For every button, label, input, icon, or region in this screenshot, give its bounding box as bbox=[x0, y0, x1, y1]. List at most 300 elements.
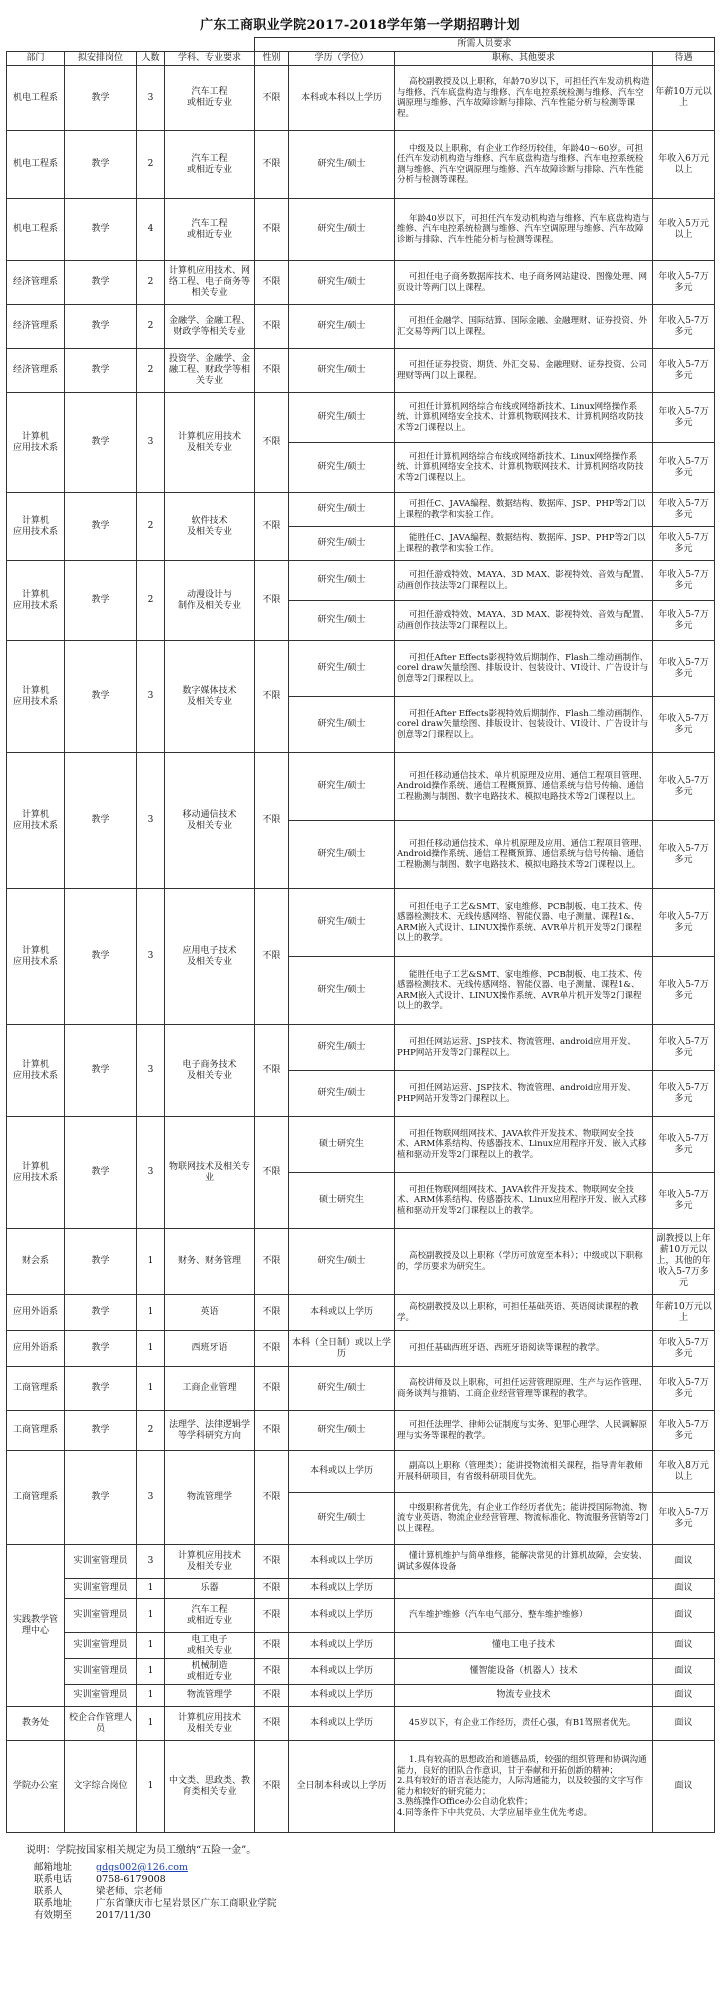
major-cell: 乐器 bbox=[165, 1579, 255, 1599]
pay-cell: 面议 bbox=[653, 1633, 715, 1659]
education-cell: 本科（全日制）或以上学历 bbox=[289, 1331, 395, 1367]
requirements-cell: 可担任电子工艺&SMT、家电维修、PCB制板、电工技术、传感器检测技术、无线传感网络、智能仪器、电子测量、课程1&、ARM嵌入式设计、LINUX操作系统、AVR单片机开发等2门课程以上的教学。 bbox=[395, 889, 653, 957]
pay-cell: 年收入5-7万多元 bbox=[653, 1173, 715, 1229]
requirements-cell: 1.具有较高的思想政治和道德品质，较强的组织管理和协调沟通能力，良好的团队合作意识，甘于奉献和开拓创新的精神； 2.具有较好的语言表达能力，人际沟通能力，以及较强的文字写作能力和较好的研究能力； 3.熟练操作Office办公自动化软件； 4.同等条件下中共党员、大学应届毕业生优先考虑。 bbox=[395, 1741, 653, 1833]
count-cell: 2 bbox=[137, 1411, 165, 1451]
education-cell: 研究生/硕士 bbox=[289, 889, 395, 957]
requirements-cell: 可担任游戏特效、MAYA、3D MAX、影视特效、音效与配置、动画创作技法等2门课程以上。 bbox=[395, 561, 653, 601]
column-header: 学科、专业要求 bbox=[165, 52, 255, 66]
major-cell: 英语 bbox=[165, 1295, 255, 1331]
count-cell: 1 bbox=[137, 1707, 165, 1741]
education-cell: 研究生/硕士 bbox=[289, 957, 395, 1025]
count-cell: 1 bbox=[137, 1331, 165, 1367]
education-cell: 研究生/硕士 bbox=[289, 1229, 395, 1295]
education-cell: 研究生/硕士 bbox=[289, 443, 395, 493]
gender-cell: 不限 bbox=[255, 1451, 289, 1545]
phone-value: 0758-6179008 bbox=[96, 1874, 166, 1885]
requirements-cell: 可担任C、JAVA编程、数据结构、数据库、JSP、PHP等2门以上课程的教学和实验工作。 bbox=[395, 493, 653, 527]
requirements-header: 所需人员要求 bbox=[255, 38, 715, 52]
education-cell: 研究生/硕士 bbox=[289, 305, 395, 349]
pay-cell: 年收入5-7万多元 bbox=[653, 443, 715, 493]
table-row bbox=[7, 493, 715, 527]
gender-cell: 不限 bbox=[255, 349, 289, 393]
education-cell: 研究生/硕士 bbox=[289, 1411, 395, 1451]
gender-cell: 不限 bbox=[255, 1025, 289, 1117]
education-cell: 研究生/硕士 bbox=[289, 601, 395, 641]
post-cell: 教学 bbox=[65, 1411, 137, 1451]
education-cell: 本科或以上学历 bbox=[289, 1707, 395, 1741]
post-cell: 教学 bbox=[65, 641, 137, 753]
pay-cell: 面议 bbox=[653, 1741, 715, 1833]
education-cell: 研究生/硕士 bbox=[289, 697, 395, 753]
requirements-cell: 懂电工电子技术 bbox=[395, 1633, 653, 1659]
department-cell: 计算机 应用技术系 bbox=[7, 1117, 65, 1229]
pay-cell: 年收入5-7万多元 bbox=[653, 305, 715, 349]
pay-cell: 年收入5-7万多元 bbox=[653, 697, 715, 753]
post-cell: 实训室管理员 bbox=[65, 1599, 137, 1633]
requirements-cell bbox=[395, 1579, 653, 1599]
column-header: 部门 bbox=[7, 52, 65, 66]
count-cell: 3 bbox=[137, 1025, 165, 1117]
requirements-cell: 可担任移动通信技术、单片机原理及应用、通信工程项目管理、Android操作系统、通信工程概预算、通信系统与信号传输、通信工程勘测与制图、数字电路技术、模拟电路技术等2门课程以上。 bbox=[395, 821, 653, 889]
person-label: 联系人 bbox=[34, 1886, 63, 1897]
gender-cell: 不限 bbox=[255, 305, 289, 349]
pay-cell: 年收入5-7万多元 bbox=[653, 821, 715, 889]
requirements-cell: 可担任金融学、国际结算、国际金融、金融理财、证券投资、外汇交易等两门以上课程。 bbox=[395, 305, 653, 349]
pay-cell: 年收入5-7万多元 bbox=[653, 393, 715, 443]
gender-cell: 不限 bbox=[255, 493, 289, 561]
requirements-cell: 能胜任电子工艺&SMT、家电维修、PCB制板、电工技术、传感器检测技术、无线传感网络、智能仪器、电子测量、课程1&、ARM嵌入式设计、LINUX操作系统、AVR单片机开发等2门课程以上的教学。 bbox=[395, 957, 653, 1025]
note: 说明：学院按国家相关规定为员工缴纳“五险一金”。 bbox=[26, 1845, 257, 1856]
count-cell: 1 bbox=[137, 1633, 165, 1659]
pay-cell: 年收入6万元以上 bbox=[653, 131, 715, 199]
count-cell: 3 bbox=[137, 393, 165, 493]
table-row bbox=[7, 1295, 715, 1331]
education-cell: 本科或以上学历 bbox=[289, 1579, 395, 1599]
education-cell: 研究生/硕士 bbox=[289, 199, 395, 261]
post-cell: 教学 bbox=[65, 1367, 137, 1411]
major-cell: 计算机应用技术 及相关专业 bbox=[165, 1707, 255, 1741]
requirements-cell: 高校讲师及以上职称，可担任运营管理原理、生产与运作管理、商务谈判与推销、工商企业经营管理等课程的教学。 bbox=[395, 1367, 653, 1411]
gender-cell: 不限 bbox=[255, 1117, 289, 1229]
education-cell: 研究生/硕士 bbox=[289, 641, 395, 697]
count-cell: 3 bbox=[137, 753, 165, 889]
pay-cell: 年收入8万元以上 bbox=[653, 1451, 715, 1493]
post-cell: 教学 bbox=[65, 199, 137, 261]
column-header: 性别 bbox=[255, 52, 289, 66]
person-value: 梁老师、宗老师 bbox=[96, 1886, 163, 1897]
pay-cell: 年收入5-7万多元 bbox=[653, 261, 715, 305]
major-cell: 数字媒体技术 及相关专业 bbox=[165, 641, 255, 753]
requirements-cell: 可担任物联网组网技术、JAVA软件开发技术、物联网安全技术、ARM体系结构、传感器技术、Linux应用程序开发、嵌入式移植和驱动开发等2门课程以上的教学。 bbox=[395, 1117, 653, 1173]
major-cell: 应用电子技术 及相关专业 bbox=[165, 889, 255, 1025]
education-cell: 研究生/硕士 bbox=[289, 393, 395, 443]
column-header: 人数 bbox=[137, 52, 165, 66]
pay-cell: 年薪10万元以上 bbox=[653, 1295, 715, 1331]
requirements-cell: 年龄40岁以下，可担任汽车发动机构造与维修、汽车底盘构造与维修、汽车电控系统检测与维修、汽车空调原理与维修、汽车故障诊断与排除、汽车性能分析与检测等课程。 bbox=[395, 199, 653, 261]
requirements-cell: 可担任游戏特效、MAYA、3D MAX、影视特效、音效与配置、动画创作技法等2门课程以上。 bbox=[395, 601, 653, 641]
education-cell: 全日制本科或以上学历 bbox=[289, 1741, 395, 1833]
requirements-cell: 可担任基础西班牙语、西班牙语阅读等课程的教学。 bbox=[395, 1331, 653, 1367]
department-cell: 工商管理系 bbox=[7, 1367, 65, 1411]
pay-cell: 年收入5-7万多元 bbox=[653, 1331, 715, 1367]
pay-cell: 面议 bbox=[653, 1707, 715, 1741]
post-cell: 教学 bbox=[65, 753, 137, 889]
count-cell: 2 bbox=[137, 131, 165, 199]
requirements-cell: 45岁以下，有企业工作经历，责任心强，有B1驾照者优先。 bbox=[395, 1707, 653, 1741]
pay-cell: 年薪10万元以上 bbox=[653, 66, 715, 131]
department-cell: 计算机 应用技术系 bbox=[7, 493, 65, 561]
requirements-cell: 可担任After Effects影视特效后期制作、Flash二维动画制作、corel draw矢量绘图、排版设计、包装设计、VI设计、广告设计与创意等2门课程以上。 bbox=[395, 697, 653, 753]
table-body bbox=[7, 66, 715, 1833]
pay-cell: 年收入5万元以上 bbox=[653, 199, 715, 261]
major-cell: 电子商务技术 及相关专业 bbox=[165, 1025, 255, 1117]
count-cell: 3 bbox=[137, 1451, 165, 1545]
major-cell: 计算机应用技术 及相关专业 bbox=[165, 1545, 255, 1579]
department-cell: 实践教学管理中心 bbox=[7, 1545, 65, 1707]
education-cell: 研究生/硕士 bbox=[289, 1025, 395, 1071]
gender-cell: 不限 bbox=[255, 1367, 289, 1411]
education-cell: 研究生/硕士 bbox=[289, 349, 395, 393]
page-title: 广东工商职业学院2017-2018学年第一学期招聘计划 bbox=[200, 18, 520, 33]
gender-cell: 不限 bbox=[255, 393, 289, 493]
gender-cell: 不限 bbox=[255, 1707, 289, 1741]
requirements-cell: 副高以上职称（管理类）；能讲授物流相关课程，指导青年教师开展科研项目，有省级科研项目优先。 bbox=[395, 1451, 653, 1493]
department-cell: 经济管理系 bbox=[7, 305, 65, 349]
gender-cell: 不限 bbox=[255, 561, 289, 641]
post-cell: 教学 bbox=[65, 131, 137, 199]
post-cell: 教学 bbox=[65, 1295, 137, 1331]
post-cell: 教学 bbox=[65, 889, 137, 1025]
requirements-cell: 高校副教授及以上职称，可担任基础英语、英语阅读课程的教学。 bbox=[395, 1295, 653, 1331]
education-cell: 本科或以上学历 bbox=[289, 1295, 395, 1331]
pay-cell: 面议 bbox=[653, 1599, 715, 1633]
major-cell: 电工电子 或相关专业 bbox=[165, 1633, 255, 1659]
gender-cell: 不限 bbox=[255, 1579, 289, 1599]
count-cell: 2 bbox=[137, 349, 165, 393]
education-cell: 本科或以上学历 bbox=[289, 1659, 395, 1685]
department-cell: 计算机 应用技术系 bbox=[7, 393, 65, 493]
post-cell: 教学 bbox=[65, 1229, 137, 1295]
column-header: 待遇 bbox=[653, 52, 715, 66]
post-cell: 实训室管理员 bbox=[65, 1685, 137, 1707]
post-cell: 实训室管理员 bbox=[65, 1579, 137, 1599]
education-cell: 研究生/硕士 bbox=[289, 1367, 395, 1411]
major-cell: 法理学、法律逻辑学等学科研究方向 bbox=[165, 1411, 255, 1451]
requirements-cell: 懂智能设备（机器人）技术 bbox=[395, 1659, 653, 1685]
department-cell: 财会系 bbox=[7, 1229, 65, 1295]
post-cell: 教学 bbox=[65, 393, 137, 493]
column-header: 拟安排岗位 bbox=[65, 52, 137, 66]
blank-header bbox=[7, 38, 255, 52]
post-cell: 教学 bbox=[65, 561, 137, 641]
table-row bbox=[7, 1633, 715, 1659]
gender-cell: 不限 bbox=[255, 1295, 289, 1331]
column-header: 职称、其他要求 bbox=[395, 52, 653, 66]
table-row bbox=[7, 1707, 715, 1741]
count-cell: 3 bbox=[137, 66, 165, 131]
education-cell: 本科或以上学历 bbox=[289, 1633, 395, 1659]
major-cell: 移动通信技术 及相关专业 bbox=[165, 753, 255, 889]
major-cell: 汽车工程 或相近专业 bbox=[165, 131, 255, 199]
count-cell: 1 bbox=[137, 1599, 165, 1633]
pay-cell: 年收入5-7万多元 bbox=[653, 753, 715, 821]
education-cell: 本科或以上学历 bbox=[289, 1685, 395, 1707]
major-cell: 投资学、金融学、金融工程、财政学等相关专业 bbox=[165, 349, 255, 393]
department-cell: 学院办公室 bbox=[7, 1741, 65, 1833]
gender-cell: 不限 bbox=[255, 1411, 289, 1451]
major-cell: 物流管理学 bbox=[165, 1451, 255, 1545]
education-cell: 本科或本科以上学历 bbox=[289, 66, 395, 131]
requirements-cell: 可担任计算机网络综合布线或网络新技术、Linux网络操作系统、计算机网络安全技术、计算机物联网技术、计算机网络攻防技术等2门课程以上。 bbox=[395, 393, 653, 443]
education-cell: 本科或以上学历 bbox=[289, 1545, 395, 1579]
gender-cell: 不限 bbox=[255, 1633, 289, 1659]
major-cell: 财务、财务管理 bbox=[165, 1229, 255, 1295]
post-cell: 实训室管理员 bbox=[65, 1659, 137, 1685]
pay-cell: 年收入5-7万多元 bbox=[653, 1411, 715, 1451]
post-cell: 教学 bbox=[65, 1451, 137, 1545]
requirements-cell: 可担任法理学、律师公证制度与实务、犯罪心理学、人民调解原理与实务等课程的教学。 bbox=[395, 1411, 653, 1451]
pay-cell: 年收入5-7万多元 bbox=[653, 527, 715, 561]
table-row bbox=[7, 131, 715, 199]
pay-cell: 年收入5-7万多元 bbox=[653, 1025, 715, 1071]
education-cell: 研究生/硕士 bbox=[289, 493, 395, 527]
pay-cell: 年收入5-7万多元 bbox=[653, 957, 715, 1025]
pay-cell: 年收入5-7万多元 bbox=[653, 1117, 715, 1173]
count-cell: 2 bbox=[137, 261, 165, 305]
post-cell: 教学 bbox=[65, 66, 137, 131]
major-cell: 汽车工程 或相近专业 bbox=[165, 66, 255, 131]
requirements-cell: 中级及以上职称，有企业工作经历较佳，年龄40～60岁。可担任汽车发动机构造与维修、汽车底盘构造与维修、汽车电控系统检测与维修、汽车空调原理与维修、汽车故障诊断与排除、汽车性能分析与检测等课程。 bbox=[395, 131, 653, 199]
requirements-cell: 高校副教授及以上职称，年龄70岁以下，可担任汽车发动机构造与维修、汽车底盘构造与维修、汽车电控系统检测与维修、汽车空调原理与维修、汽车故障诊断与排除、汽车性能分析与检测等课程。 bbox=[395, 66, 653, 131]
department-cell: 工商管理系 bbox=[7, 1411, 65, 1451]
requirements-cell: 可担任移动通信技术、单片机原理及应用、通信工程项目管理、Android操作系统、通信工程概预算、通信系统与信号传输、通信工程勘测与制图、数字电路技术、模拟电路技术等2门课程以上。 bbox=[395, 753, 653, 821]
requirements-cell: 可担任证券投资、期货、外汇交易、金融理财、证券投资、公司理财等两门以上课程。 bbox=[395, 349, 653, 393]
table-row bbox=[7, 1579, 715, 1599]
table-row bbox=[7, 889, 715, 957]
department-cell: 机电工程系 bbox=[7, 131, 65, 199]
table-row bbox=[7, 1545, 715, 1579]
major-cell: 物联网技术及相关专业 bbox=[165, 1117, 255, 1229]
count-cell: 1 bbox=[137, 1367, 165, 1411]
count-cell: 1 bbox=[137, 1659, 165, 1685]
requirements-cell: 能胜任C、JAVA编程、数据结构、数据库、JSP、PHP等2门以上课程的教学和实验工作。 bbox=[395, 527, 653, 561]
contact-block bbox=[6, 1862, 714, 1922]
pay-cell: 年收入5-7万多元 bbox=[653, 1493, 715, 1545]
department-cell: 经济管理系 bbox=[7, 261, 65, 305]
email-link[interactable]: gdgs002@126.com bbox=[96, 1862, 188, 1873]
count-cell: 3 bbox=[137, 641, 165, 753]
gender-cell: 不限 bbox=[255, 1331, 289, 1367]
count-cell: 2 bbox=[137, 561, 165, 641]
gender-cell: 不限 bbox=[255, 1229, 289, 1295]
gender-cell: 不限 bbox=[255, 131, 289, 199]
table-row bbox=[7, 261, 715, 305]
post-cell: 实训室管理员 bbox=[65, 1545, 137, 1579]
requirements-cell: 汽车维护维修（汽车电气部分、整车维护维修） bbox=[395, 1599, 653, 1633]
gender-cell: 不限 bbox=[255, 1741, 289, 1833]
department-cell: 应用外语系 bbox=[7, 1295, 65, 1331]
pay-cell: 面议 bbox=[653, 1685, 715, 1707]
address-value: 广东省肇庆市七星岩景区广东工商职业学院 bbox=[96, 1898, 277, 1909]
requirements-cell: 物流专业技术 bbox=[395, 1685, 653, 1707]
requirements-cell: 可担任电子商务数据库技术、电子商务网站建设、图像处理、网页设计等两门以上课程。 bbox=[395, 261, 653, 305]
pay-cell: 年收入5-7万多元 bbox=[653, 561, 715, 601]
pay-cell: 年收入5-7万多元 bbox=[653, 601, 715, 641]
major-cell: 工商企业管理 bbox=[165, 1367, 255, 1411]
gender-cell: 不限 bbox=[255, 753, 289, 889]
department-cell: 计算机 应用技术系 bbox=[7, 641, 65, 753]
post-cell: 教学 bbox=[65, 1331, 137, 1367]
table-row bbox=[7, 1685, 715, 1707]
gender-cell: 不限 bbox=[255, 261, 289, 305]
column-header: 学历（学位） bbox=[289, 52, 395, 66]
major-cell: 计算机应用技术 及相关专业 bbox=[165, 393, 255, 493]
gender-cell: 不限 bbox=[255, 889, 289, 1025]
count-cell: 3 bbox=[137, 1545, 165, 1579]
deadline-value: 2017/11/30 bbox=[96, 1910, 151, 1921]
education-cell: 研究生/硕士 bbox=[289, 1493, 395, 1545]
count-cell: 1 bbox=[137, 1229, 165, 1295]
education-cell: 研究生/硕士 bbox=[289, 561, 395, 601]
major-cell: 物流管理学 bbox=[165, 1685, 255, 1707]
education-cell: 硕士研究生 bbox=[289, 1173, 395, 1229]
gender-cell: 不限 bbox=[255, 1545, 289, 1579]
department-cell: 计算机 应用技术系 bbox=[7, 561, 65, 641]
requirements-cell: 可担任网站运营、JSP技术、物流管理、android应用开发、PHP网站开发等2门课程以上。 bbox=[395, 1025, 653, 1071]
count-cell: 2 bbox=[137, 493, 165, 561]
address-label: 联系地址 bbox=[34, 1898, 73, 1909]
pay-cell: 面议 bbox=[653, 1659, 715, 1685]
table-row bbox=[7, 1367, 715, 1411]
department-cell: 计算机 应用技术系 bbox=[7, 889, 65, 1025]
table-row bbox=[7, 1331, 715, 1367]
pay-cell: 年收入5-7万多元 bbox=[653, 349, 715, 393]
table-row bbox=[7, 1599, 715, 1633]
deadline-label: 有效期至 bbox=[34, 1910, 73, 1921]
education-cell: 本科或以上学历 bbox=[289, 1599, 395, 1633]
gender-cell: 不限 bbox=[255, 641, 289, 753]
table-row bbox=[7, 1659, 715, 1685]
department-cell: 经济管理系 bbox=[7, 349, 65, 393]
major-cell: 动漫设计与 制作及相关专业 bbox=[165, 561, 255, 641]
recruitment-table bbox=[6, 37, 715, 1833]
pay-cell: 面议 bbox=[653, 1545, 715, 1579]
table-row bbox=[7, 1229, 715, 1295]
table-row bbox=[7, 199, 715, 261]
table-row bbox=[7, 641, 715, 697]
count-cell: 1 bbox=[137, 1295, 165, 1331]
requirements-cell: 可担任网站运营、JSP技术、物流管理、android应用开发、PHP网站开发等2门课程以上。 bbox=[395, 1071, 653, 1117]
department-cell: 机电工程系 bbox=[7, 199, 65, 261]
major-cell: 汽车工程 或相近专业 bbox=[165, 199, 255, 261]
count-cell: 1 bbox=[137, 1685, 165, 1707]
email-label: 邮箱地址 bbox=[34, 1862, 73, 1873]
count-cell: 1 bbox=[137, 1741, 165, 1833]
table-row bbox=[7, 1451, 715, 1493]
post-cell: 校企合作管理人员 bbox=[65, 1707, 137, 1741]
department-cell: 计算机 应用技术系 bbox=[7, 753, 65, 889]
education-cell: 研究生/硕士 bbox=[289, 527, 395, 561]
department-cell: 教务处 bbox=[7, 1707, 65, 1741]
education-cell: 研究生/硕士 bbox=[289, 753, 395, 821]
gender-cell: 不限 bbox=[255, 66, 289, 131]
pay-cell: 年收入5-7万多元 bbox=[653, 493, 715, 527]
requirements-cell: 懂计算机维护与简单维修，能解决常见的计算机故障，会安装、调试多媒体设备 bbox=[395, 1545, 653, 1579]
pay-cell: 副教授以上年薪10万元以上，其他的年收入5-7万多元 bbox=[653, 1229, 715, 1295]
education-cell: 研究生/硕士 bbox=[289, 261, 395, 305]
table-row bbox=[7, 561, 715, 601]
count-cell: 2 bbox=[137, 305, 165, 349]
table-row bbox=[7, 66, 715, 131]
gender-cell: 不限 bbox=[255, 1599, 289, 1633]
table-row bbox=[7, 1741, 715, 1833]
post-cell: 教学 bbox=[65, 261, 137, 305]
requirements-cell: 中级职称者优先，有企业工作经历者优先；能讲授国际物流、物流专业英语、物流企业经营管理、物流标准化、物流服务营销等2门以上课程。 bbox=[395, 1493, 653, 1545]
requirements-cell: 可担任计算机网络综合布线或网络新技术、Linux网络操作系统、计算机网络安全技术、计算机物联网技术、计算机网络攻防技术等2门课程以上。 bbox=[395, 443, 653, 493]
major-cell: 中文类、思政类、教育类相关专业 bbox=[165, 1741, 255, 1833]
education-cell: 研究生/硕士 bbox=[289, 821, 395, 889]
major-cell: 机械制造 或相近专业 bbox=[165, 1659, 255, 1685]
table-row bbox=[7, 753, 715, 821]
education-cell: 本科或以上学历 bbox=[289, 1451, 395, 1493]
pay-cell: 年收入5-7万多元 bbox=[653, 1071, 715, 1117]
gender-cell: 不限 bbox=[255, 1659, 289, 1685]
table-row bbox=[7, 1025, 715, 1071]
pay-cell: 面议 bbox=[653, 1579, 715, 1599]
gender-cell: 不限 bbox=[255, 199, 289, 261]
department-cell: 机电工程系 bbox=[7, 66, 65, 131]
post-cell: 教学 bbox=[65, 349, 137, 393]
post-cell: 文字综合岗位 bbox=[65, 1741, 137, 1833]
count-cell: 4 bbox=[137, 199, 165, 261]
count-cell: 1 bbox=[137, 1579, 165, 1599]
table-row bbox=[7, 305, 715, 349]
major-cell: 软件技术 及相关专业 bbox=[165, 493, 255, 561]
education-cell: 研究生/硕士 bbox=[289, 1071, 395, 1117]
post-cell: 教学 bbox=[65, 305, 137, 349]
major-cell: 金融学、金融工程、财政学等相关专业 bbox=[165, 305, 255, 349]
department-cell: 应用外语系 bbox=[7, 1331, 65, 1367]
column-header-row bbox=[7, 52, 715, 66]
education-cell: 研究生/硕士 bbox=[289, 131, 395, 199]
major-cell: 西班牙语 bbox=[165, 1331, 255, 1367]
major-cell: 计算机应用技术、网络工程、电子商务等相关专业 bbox=[165, 261, 255, 305]
table-row bbox=[7, 349, 715, 393]
pay-cell: 年收入5-7万多元 bbox=[653, 641, 715, 697]
table-row bbox=[7, 1117, 715, 1173]
department-cell: 计算机 应用技术系 bbox=[7, 1025, 65, 1117]
requirements-cell: 可担任物联网组网技术、JAVA软件开发技术、物联网安全技术、ARM体系结构、传感器技术、Linux应用程序开发、嵌入式移植和驱动开发等2门课程以上的教学。 bbox=[395, 1173, 653, 1229]
education-cell: 硕士研究生 bbox=[289, 1117, 395, 1173]
pay-cell: 年收入5-7万多元 bbox=[653, 1367, 715, 1411]
phone-label: 联系电话 bbox=[34, 1874, 73, 1885]
post-cell: 教学 bbox=[65, 1117, 137, 1229]
requirements-cell: 高校副教授及以上职称（学历可放宽至本科）；中级或以下职称的，学历要求为研究生。 bbox=[395, 1229, 653, 1295]
post-cell: 教学 bbox=[65, 493, 137, 561]
table-row bbox=[7, 1411, 715, 1451]
post-cell: 实训室管理员 bbox=[65, 1633, 137, 1659]
post-cell: 教学 bbox=[65, 1025, 137, 1117]
count-cell: 3 bbox=[137, 889, 165, 1025]
count-cell: 3 bbox=[137, 1117, 165, 1229]
table-row bbox=[7, 393, 715, 443]
major-cell: 汽车工程 或相近专业 bbox=[165, 1599, 255, 1633]
gender-cell: 不限 bbox=[255, 1685, 289, 1707]
department-cell: 工商管理系 bbox=[7, 1451, 65, 1545]
pay-cell: 年收入5-7万多元 bbox=[653, 889, 715, 957]
requirements-cell: 可担任After Effects影视特效后期制作、Flash二维动画制作、corel draw矢量绘图、排版设计、包装设计、VI设计、广告设计与创意等2门课程以上。 bbox=[395, 641, 653, 697]
